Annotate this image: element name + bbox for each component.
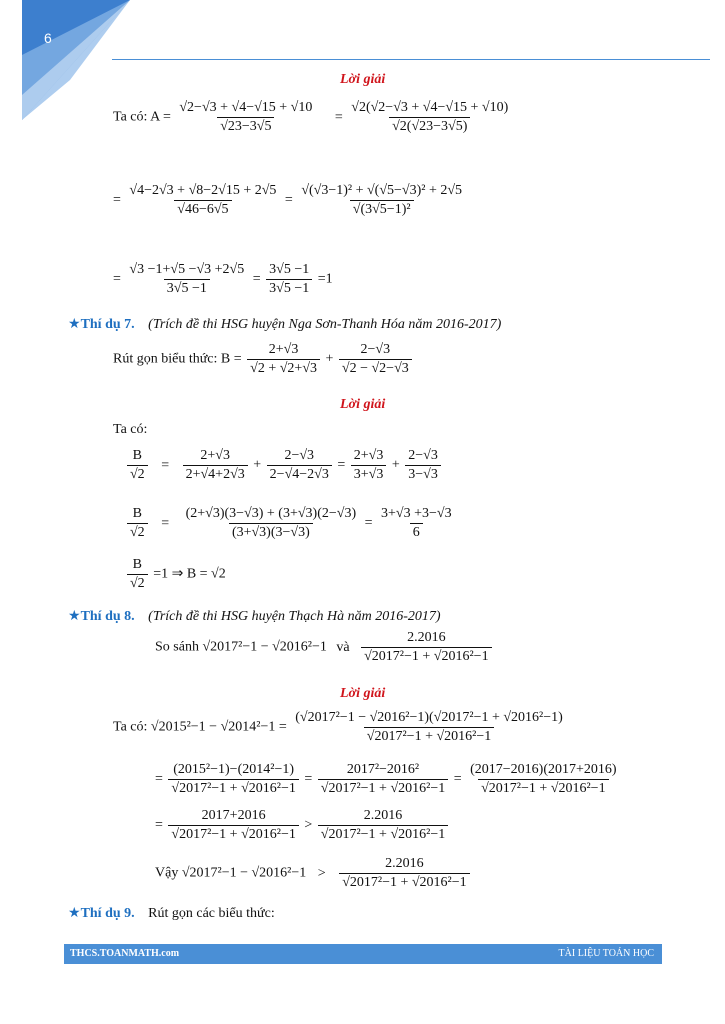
fraction xyxy=(298,183,465,218)
example-8-line1 xyxy=(113,710,568,745)
denominator: √2017²−1 + √2016²−1 xyxy=(478,779,608,797)
footer-bar xyxy=(64,944,662,964)
page-number: 6 xyxy=(44,30,52,46)
example-7-row3 xyxy=(125,557,226,592)
fraction xyxy=(361,630,491,665)
fraction xyxy=(378,506,455,541)
intro-text: Ta có: √2015²−1 − √2014²−1 = xyxy=(113,719,287,735)
numerator: 2+√3 xyxy=(353,448,384,463)
numerator: (2+√3)(3−√3) + (3+√3)(2−√3) xyxy=(185,506,357,521)
fraction xyxy=(126,183,279,218)
numerator: (2015²−1)−(2014²−1) xyxy=(173,762,294,777)
corner-decoration xyxy=(0,0,130,120)
conclusion-word: Vậy xyxy=(155,865,179,881)
denominator: √2 xyxy=(127,465,148,483)
example-7-task: Rút gọn biểu thức: B = $\frac{2+√3}{√2 + √2+√3}$ + $\frac{2-√3}{√2 - √2-√3}$ xyxy=(113,342,414,377)
intro-text: Ta có: xyxy=(113,422,148,437)
fraction xyxy=(351,448,387,483)
numerator: B xyxy=(132,506,143,521)
fraction xyxy=(318,762,448,797)
fraction xyxy=(168,808,298,843)
example-7-row2: $\frac{B}{√2}$ = $\frac{(2+√3)(3-√3) + (3+√3)(2-√3)}{(3+√3)(3-√3)}$ = $\frac{3+√3 +3-√3}{6}$ xyxy=(125,506,457,541)
fraction xyxy=(339,342,412,377)
numerator: 2+√3 xyxy=(268,342,299,357)
result: =1 xyxy=(317,271,333,287)
denominator: √23−3√5 xyxy=(217,117,274,135)
numerator: 3√5 −1 xyxy=(269,262,310,277)
solution-a-line1: Ta có: A = $\frac{√2-√3 + √4-√15 + √10}{√23-3√5}$ = $\frac{√2(√2-√3 + √4-√15 + √10)}{√2(√23-3√5)}$ xyxy=(113,100,513,135)
denominator: √2017²−1 + √2016²−1 xyxy=(168,779,298,797)
star-icon: ★ xyxy=(68,609,81,624)
expression: √2017²−1 − √2016²−1 xyxy=(202,639,327,655)
numerator: 2−√3 xyxy=(284,448,315,463)
denominator: (3+√3)(3−√3) xyxy=(229,523,313,541)
denominator: √2 xyxy=(127,574,148,592)
fraction xyxy=(126,262,247,297)
fraction xyxy=(176,100,315,135)
numerator: √3 −1+√5 −√3 +2√5 xyxy=(129,262,245,277)
denominator: √2017²−1 + √2016²−1 xyxy=(361,647,491,665)
footer-title: TÀI LIỆU TOÁN HỌC xyxy=(558,948,654,959)
fraction xyxy=(318,808,448,843)
intro-text: Ta có: A = xyxy=(113,109,171,125)
numerator: 3+√3 +3−√3 xyxy=(381,506,452,521)
fraction xyxy=(127,448,148,483)
footer-site: THCS.TOANMATH.com xyxy=(70,948,180,959)
fraction xyxy=(168,762,298,797)
example-8-line2: = $\frac{\text{(2015²−1)−(2014²−1)}}{\text{√2017²−1 + √2016²−1}}$ = $\frac{\text{2017²−2016²}}{\text{√2017²−1 + √2016²−1}}$ = $\frac{(2017-2016)(2017+2016)}{\text{√2017²−1 + √2016²−1}}$ xyxy=(155,762,622,797)
solution-heading: Lời giải xyxy=(340,72,386,87)
task-text: Rút gọn các biểu thức: xyxy=(148,906,275,921)
solution-heading: Lời giải xyxy=(340,397,386,412)
example-8-title xyxy=(68,608,441,625)
denominator: √2017²−1 + √2016²−1 xyxy=(168,825,298,843)
example-source: (Trích đề thi HSG huyện Nga Sơn-Thanh Hóa năm 2016-2017) xyxy=(148,317,502,332)
header-rule xyxy=(112,59,710,60)
numerator: 2+√3 xyxy=(200,448,230,463)
fraction xyxy=(183,448,248,483)
denominator: 3√5 −1 xyxy=(164,279,210,297)
fraction xyxy=(266,262,312,297)
fraction xyxy=(183,506,360,541)
denominator: √2017²−1 + √2016²−1 xyxy=(339,873,469,891)
denominator: 3√5 −1 xyxy=(266,279,312,297)
denominator: √2017²−1 + √2016²−1 xyxy=(364,727,494,745)
fraction xyxy=(127,557,148,592)
numerator: (2017−2016)(2017+2016) xyxy=(470,762,617,777)
denominator: √2 + √2+√3 xyxy=(247,359,320,377)
denominator: √2017²−1 + √2016²−1 xyxy=(318,825,448,843)
star-icon: ★ xyxy=(68,906,81,921)
denominator: √46−6√5 xyxy=(174,200,231,218)
fraction xyxy=(467,762,619,797)
fraction xyxy=(339,856,469,891)
numerator: 2−√3 xyxy=(360,342,391,357)
example-8-line3: = $\frac{2017+2016}{\text{√2017²−1 + √2016²−1}}$ > $\frac{2.2016}{\text{√2017²−1 + √2016²−1}}$ xyxy=(155,808,450,843)
numerator: √2(√2−√3 + √4−√15 + √10) xyxy=(351,100,509,115)
example-7-title xyxy=(68,316,501,333)
example-7-row1: $\frac{B}{√2}$ = $\frac{2+√3}{2+√4+2√3}$ + $\frac{2-√3}{2-√4-2√3}$ = $\frac{2+√3}{3+√3}$ + $\frac{2-√3}{3-√3}$ xyxy=(125,448,443,483)
denominator: √2017²−1 + √2016²−1 xyxy=(318,779,448,797)
solution-heading: Lời giải xyxy=(340,686,386,701)
denominator: 2+√4+2√3 xyxy=(183,465,248,483)
fraction xyxy=(405,448,441,483)
numerator: 2017²−2016² xyxy=(346,762,420,777)
fraction xyxy=(247,342,320,377)
result: =1 ⇒ B = √2 xyxy=(153,566,226,582)
numerator: B xyxy=(132,557,143,572)
numerator: B xyxy=(132,448,143,463)
numerator: 2017+2016 xyxy=(201,808,266,823)
example-label: Thí dụ 9. xyxy=(80,906,135,921)
expression: √2017²−1 − √2016²−1 xyxy=(181,865,307,881)
numerator: √(√3−1)² + √(√5−√3)² + 2√5 xyxy=(301,183,463,198)
denominator: 3−√3 xyxy=(405,465,441,483)
fraction xyxy=(348,100,511,135)
denominator: 6 xyxy=(410,523,423,541)
task-text: Rút gọn biểu thức: B = xyxy=(113,351,242,367)
denominator: √(3√5−1)² xyxy=(350,200,414,218)
numerator: 2−√3 xyxy=(408,448,438,463)
denominator: √2(√23−3√5) xyxy=(389,117,470,135)
example-8-conclusion xyxy=(155,856,472,891)
example-8-task xyxy=(155,630,494,665)
numerator: (√2017²−1 − √2016²−1)(√2017²−1 + √2016²−1) xyxy=(295,710,563,725)
example-label: Thí dụ 8. xyxy=(80,609,135,624)
comparison-sign: > xyxy=(317,865,326,881)
fraction xyxy=(127,506,148,541)
numerator: 2.2016 xyxy=(407,630,446,645)
example-source: (Trích đề thi HSG huyện Thạch Hà năm 2016-2017) xyxy=(148,609,441,624)
numerator: √2−√3 + √4−√15 + √10 xyxy=(179,100,313,115)
denominator: 3+√3 xyxy=(351,465,387,483)
task-text: So sánh xyxy=(155,639,199,655)
numerator: √4−2√3 + √8−2√15 + 2√5 xyxy=(129,183,277,198)
conjunction: và xyxy=(336,639,350,655)
fraction xyxy=(292,710,566,745)
numerator: 2.2016 xyxy=(363,808,403,823)
denominator: √2 xyxy=(127,523,148,541)
fraction xyxy=(267,448,332,483)
denominator: 2−√4−2√3 xyxy=(267,465,332,483)
star-icon: ★ xyxy=(68,317,81,332)
solution-a-line3: = $\frac{√3 -1+√5 -√3 +2√5}{3√5 -1}$ = $\frac{3√5 -1}{3√5 -1}$ =1 xyxy=(113,262,333,296)
example-9-title xyxy=(68,905,275,922)
numerator: 2.2016 xyxy=(385,856,424,871)
example-label: Thí dụ 7. xyxy=(80,317,135,332)
denominator: √2 − √2−√3 xyxy=(339,359,412,377)
solution-a-line2: = $\frac{√4-2√3 + √8-2√15 + 2√5}{√46-6√5}$ = $\frac{\text{√(√3−1)² + √(√5−√3)² + 2√5}}{\text{√(3√5−1)²}}$ xyxy=(113,183,467,218)
